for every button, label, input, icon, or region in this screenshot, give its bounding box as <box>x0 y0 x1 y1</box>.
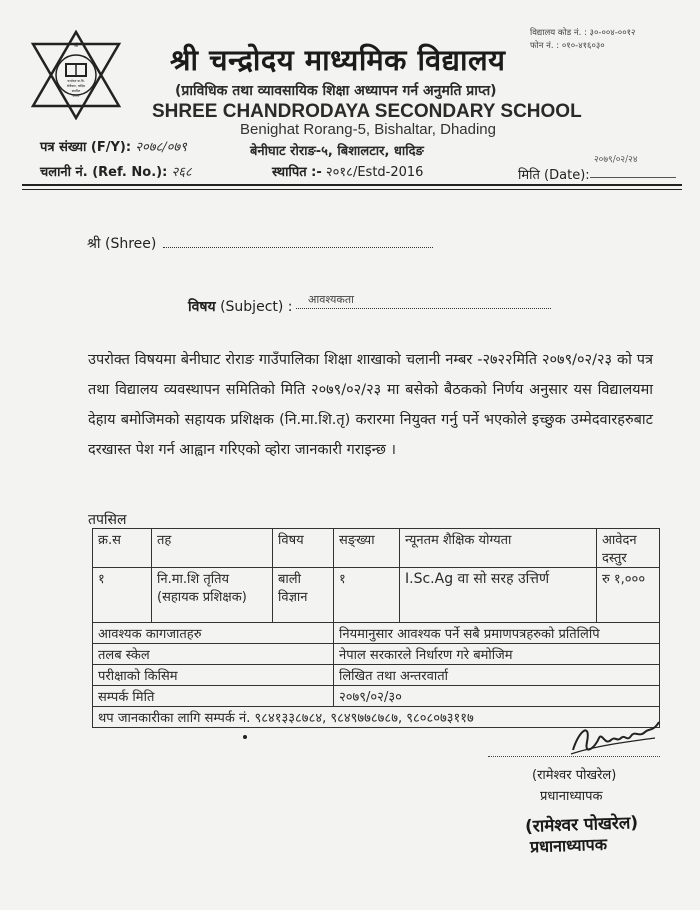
cell-sn: १ <box>93 568 152 623</box>
logo-text-top: श्री <box>73 43 79 49</box>
signature-line <box>488 756 660 757</box>
salary-value: नेपाल सरकारले निर्धारण गरे बमोजिम <box>334 644 660 665</box>
school-code: विद्यालय कोड नं. : ३०-००४-००१२ <box>530 28 636 38</box>
ref-no-row <box>40 137 187 155</box>
signatory-name: (रामेश्वर पोखरेल) <box>532 768 617 783</box>
established <box>272 162 423 180</box>
subject-label <box>188 297 293 316</box>
documents-value: नियमानुसार आवश्यक पर्ने सबै प्रमाणपत्रहरुको प्रतिलिपि <box>334 623 660 644</box>
table-row <box>93 568 660 623</box>
header-rule-thin <box>22 189 682 190</box>
contact-date-label: सम्पर्क मिति <box>93 686 334 707</box>
recipient-label: श्री (Shree) <box>87 236 157 252</box>
dispatch-no-value: २६८ <box>171 165 192 180</box>
stamp-name: (रामेश्वर पोखरेल) <box>524 813 639 837</box>
cell-qualification: I.Sc.Ag वा सो सरह उत्तिर्ण <box>400 568 597 623</box>
school-name-nepali: श्री चन्द्रोदय माध्यमिक विद्यालय <box>170 43 506 77</box>
logo-text-estd: स्थापित <box>71 89 81 93</box>
subject-label-np: विषय <box>188 299 216 315</box>
table-row <box>93 665 660 686</box>
ref-no-value: २०७८/०७९ <box>135 140 187 155</box>
letter-body: उपरोक्त विषयमा बेनीघाट रोराङ गाउँपालिका शिक्षा शाखाको चलानी नम्बर -२७२२मिति २०७९/०२/२३ को पत्र तथा विद्यालय व्यवस्थापन समितिको मिति २०७९/०२/२३ मा बसेको बैठकको निर्णय अनुसार यस विद्यालयमा देहाय बमोजिमको सहायक प्रशिक्षक (नि.मा.शि.तृ) करारमा नियुक्त गर्नु पर्ने भएकोले इच्छुक उम्मेदवारहरुबाट दरखास्त पेश गर्न आह्वान गरिएको व्होरा जानकारी गराइन्छ । <box>88 352 653 458</box>
established-value: २०१८/Estd-2016 <box>325 165 424 180</box>
school-subtitle: (प्राविधिक तथा व्यावसायिक शिक्षा अध्यापन गर्न अनुमति प्राप्त) <box>175 83 497 99</box>
header-rule-thick <box>22 184 682 186</box>
cell-subject: बाली विज्ञान <box>273 568 334 623</box>
col-count: सङ्ख्या <box>334 529 400 568</box>
col-subject: विषय <box>273 529 334 568</box>
address-nepali: बेनीघाट रोराङ-५, बिशालटार, धादिङ <box>250 144 424 159</box>
table-row <box>93 644 660 665</box>
documents-label: आवश्यक कागजातहरु <box>93 623 334 644</box>
ref-no-label: पत्र संख्या (F/Y): <box>40 140 132 155</box>
recipient-line <box>163 247 433 248</box>
col-level: तह <box>152 529 273 568</box>
dispatch-no-label: चलानी नं. (Ref. No.): <box>40 165 168 180</box>
exam-label: परीक्षाको किसिम <box>93 665 334 686</box>
more-info: थप जानकारीका लागि सम्पर्क नं. ९८४१३३८७८४, ९८४९७७८७८७, ९८०८०७३११७ <box>93 707 660 728</box>
date-label: मिति (Date): <box>518 168 590 183</box>
vacancy-table <box>92 528 660 728</box>
col-sn: क्र.स <box>93 529 152 568</box>
contact-date-value: २०७९/०२/३० <box>334 686 660 707</box>
col-qualification: न्यूनतम शैक्षिक योग्यता <box>400 529 597 568</box>
logo-text-year: २०१८ <box>72 94 80 98</box>
col-fee: आवेदन दस्तुर <box>597 529 660 568</box>
school-codes <box>530 27 635 53</box>
cell-count: १ <box>334 568 400 623</box>
cell-fee: रु १,००० <box>597 568 660 623</box>
signature-scribble <box>565 712 665 762</box>
subject-line <box>296 308 551 309</box>
subject-value: आवश्यकता <box>308 293 354 306</box>
table-row <box>93 623 660 644</box>
logo-text-name: चन्द्रोदय मा.वि. <box>67 79 85 83</box>
details-heading: तपसिल <box>88 512 127 528</box>
stamp-title: प्रधानाध्यापक <box>529 834 608 857</box>
established-label: स्थापित :- <box>272 165 322 180</box>
salary-label: तलब स्केल <box>93 644 334 665</box>
exam-value: लिखित तथा अन्तरवार्ता <box>334 665 660 686</box>
address-english: Benighat Rorang-5, Bishaltar, Dhading <box>240 121 496 138</box>
school-name-english: SHREE CHANDRODAYA SECONDARY SCHOOL <box>152 101 582 122</box>
ink-dot <box>243 735 247 739</box>
logo-text-place: बेनीघाट, धादिङ <box>66 84 86 88</box>
table-row <box>93 686 660 707</box>
date-value: २०७९/०२/२४ <box>594 155 638 165</box>
subject-label-en: (Subject) : <box>220 299 293 315</box>
dispatch-no-row <box>40 162 192 180</box>
signatory-title: प्रधानाध्यापक <box>540 789 603 804</box>
school-logo <box>30 30 122 120</box>
date-underline <box>590 177 676 178</box>
cell-level: नि.मा.शि तृतिय (सहायक प्रशिक्षक) <box>152 568 273 623</box>
school-phone: फोन नं. : ०१०-४१६०३० <box>530 41 605 51</box>
table-header-row <box>93 529 660 568</box>
